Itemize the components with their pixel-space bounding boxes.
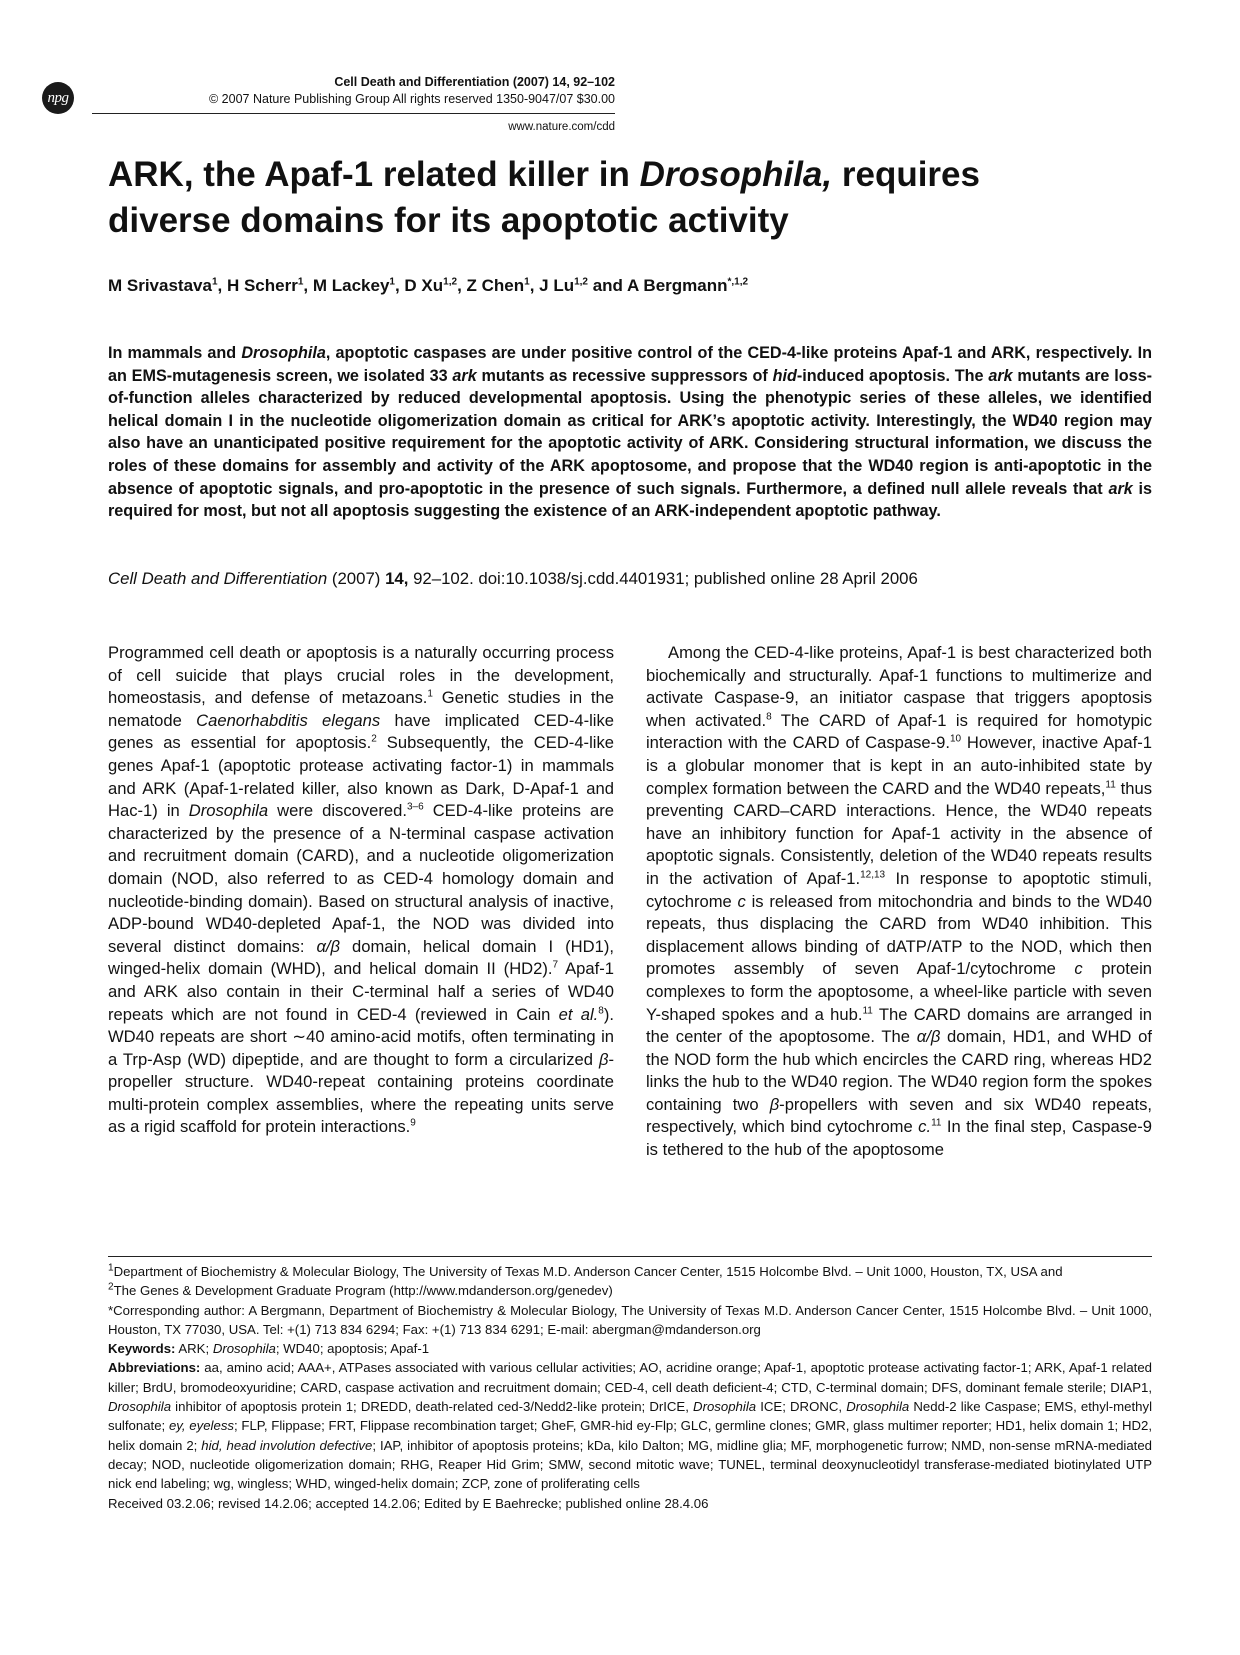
- abbreviations-italic: ey, eyeless: [168, 1418, 235, 1434]
- author-name: D Xu: [404, 276, 444, 295]
- author-separator: ,: [217, 276, 227, 295]
- title-part-1: ARK, the Apaf-1 related killer in: [108, 155, 640, 194]
- body-left-ref: 8: [598, 1004, 604, 1016]
- author-affiliation: 1: [211, 276, 218, 288]
- body-right-italic: α/β: [916, 1027, 941, 1047]
- keywords-label: Keywords:: [108, 1341, 176, 1357]
- body-column-left: [108, 642, 614, 1139]
- article-citation: [108, 569, 1152, 589]
- abbreviations: [108, 1358, 1152, 1493]
- body-right-ref: 11: [862, 1004, 873, 1016]
- body-left-text: Genetic studies in the nematode: [108, 688, 614, 730]
- body-right-italic: β: [769, 1094, 780, 1114]
- abbreviations-italic: Drosophila: [693, 1399, 757, 1415]
- author-affiliation: 1: [389, 276, 395, 288]
- abstract-italic: ark: [1108, 479, 1133, 498]
- body-left-text: have implicated CED-4-like genes as essential for apoptosis.: [108, 710, 615, 753]
- journal-url-link[interactable]: www.nature.com/cdd: [508, 121, 615, 133]
- abstract-italic: ark: [452, 366, 477, 385]
- body-right-text: is released from mitochondria and binds to the WD40 repeats, thus displacing the CARD from WD40 inhibition. This displacement allows binding of dATP/ATP to the NOD, which then promotes assembly of seven Apaf-1/cytochrome: [646, 891, 1153, 979]
- header-divider: [92, 113, 615, 114]
- author-affiliation: 1: [524, 276, 530, 288]
- abstract-italic: Drosophila: [241, 344, 326, 362]
- body-left-text: ). WD40 repeats are short ∼40 amino-acid motifs, often terminating in a Trp-Asp (WD) dipeptide, and are thought to form a circularized: [108, 1004, 614, 1069]
- keywords: [108, 1339, 1152, 1358]
- body-right-ref: 12,13: [860, 869, 886, 881]
- body-left-text: Subsequently, the CED-4-like genes Apaf-1 (apoptotic protease activating factor-1) in mammals and ARK (Apaf-1-related killer, also known as Dark, D-Apaf-1 and Hac-1) in: [108, 733, 614, 821]
- body-left-italic: Caenorhabditis elegans: [196, 710, 381, 730]
- right-paragraph: [646, 642, 1152, 1162]
- body-left-text: Programmed cell death or apoptosis is a naturally occurring process of cell suicide that plays crucial roles in the development, homeostasis, and defense of metazoans.: [108, 643, 614, 708]
- body-left-ref: 7: [552, 959, 559, 971]
- abstract-italic: ark: [988, 366, 1013, 385]
- body-right-italic: c: [1074, 959, 1083, 979]
- abbreviations-label: Abbreviations:: [108, 1360, 201, 1376]
- abbreviations-text: Nedd-2 like Caspase; EMS, ethyl-methyl sulfonate;: [108, 1399, 1153, 1434]
- body-left-italic: et al.: [558, 1004, 599, 1024]
- body-right-text: thus preventing CARD–CARD interactions. Hence, the WD40 repeats have an inhibitory function for Apaf-1 activity in the absence of apoptotic signals. Consistently, deletion of the WD40 repeats results in the activation of Apaf-1.: [646, 778, 1152, 888]
- abstract-text: , apoptotic caspases are under positive control of the CED-4-like proteins Apaf-1 and ARK, respectively. In an EMS-mutagenesis screen, we isolated 33: [108, 344, 1153, 385]
- affiliation-2: [108, 1281, 1152, 1300]
- abstract-text: In mammals and: [108, 344, 242, 362]
- abbreviations-italic: Drosophila: [108, 1399, 172, 1415]
- body-left-ref: 2: [371, 733, 377, 745]
- citation-year: (2007): [327, 569, 386, 588]
- abstract: [108, 342, 1152, 523]
- footnote-divider: [108, 1256, 1152, 1257]
- author-affiliation: *,1,2: [727, 276, 749, 288]
- keywords-italic: Drosophila: [212, 1341, 276, 1357]
- npg-logo: npg: [42, 82, 74, 114]
- body-right-ref: 10: [949, 733, 962, 745]
- affiliation-2-text: The Genes & Development Graduate Program (http://www.mdanderson.org/genedev): [113, 1283, 613, 1299]
- keywords-text: ARK;: [175, 1341, 213, 1357]
- affiliation-1-number: 1: [108, 1262, 114, 1274]
- body-right-text: -propellers with seven and six WD40 repeats, respectively, which bind cytochrome: [646, 1094, 1152, 1137]
- author-affiliation: 1,2: [443, 276, 458, 288]
- body-left-italic: α/β: [316, 936, 341, 956]
- keywords-text: [175, 1341, 429, 1356]
- body-left-text: CED-4-like proteins are characterized by the presence of a N-terminal caspase activation and recruitment domain (CARD), and a nucleotide oligomerization domain (NOD, also referred to as CED-4 homology domain and nucleotide-binding domain). Based on structural analysis of inactive, ADP-bound WD40-depleted Apaf-1, the NOD was divided into several distinct domains:: [108, 801, 614, 956]
- author-name: A Bergmann: [627, 276, 728, 295]
- body-right-text: Among the CED-4-like proteins, Apaf-1 is best characterized both biochemically and structurally. Apaf-1 functions to multimerize and activate Caspase-9, an initiator caspase that triggers apoptosis when activated.: [646, 643, 1152, 730]
- author-separator: ,: [394, 276, 405, 295]
- abstract-text: mutants are loss-of-function alleles characterized by reduced developmental apoptosis. Using the phenotypic series of these alleles, we identified helical domain I in the nucleotide oligomerization domain as critical for ARK’s apoptotic activity. Interestingly, the WD40 region may also have an unanticipated positive requirement for the apoptotic activity of ARK. Considering structural information, we discuss the roles of these domains for assembly and activity of the ARK apoptosome, and propose that the WD40 region is anti-apoptotic in the absence of apoptotic signals, and pro-apoptotic in the presence of such signals. Furthermore, a defined null allele reveals that: [108, 366, 1152, 498]
- author-name: H Scherr: [226, 276, 298, 295]
- author-separator: ,: [303, 276, 313, 295]
- author-name: M Srivastava: [108, 276, 212, 295]
- journal-header: [150, 74, 615, 108]
- body-left-text: were discovered.: [268, 801, 407, 821]
- body-right-ref: 11: [1105, 779, 1116, 791]
- author-name: J Lu: [539, 276, 575, 295]
- body-left-text: -propeller structure. WD40-repeat containing proteins coordinate multi-protein complex assemblies, where the repeating units serve as a rigid scaffold for protein interactions.: [108, 1049, 614, 1137]
- body-left-text: Apaf-1 and ARK also contain in their C-terminal half a series of WD40 repeats which are not found in CED-4 (reviewed in Cain: [108, 959, 614, 1024]
- article-title: [108, 152, 1108, 244]
- abbreviations-italic: Drosophila: [846, 1399, 910, 1415]
- body-right-text: The CARD of Apaf-1 is required for homotypic interaction with the CARD of Caspase-9.: [646, 710, 1152, 753]
- body-right-italic: c.: [918, 1117, 932, 1137]
- body-right-ref: 8: [766, 711, 772, 723]
- affiliation-2-number: 2: [108, 1281, 114, 1293]
- body-right-text: In response to apoptotic stimuli, cytochrome: [646, 868, 1153, 911]
- abbreviations-text: [108, 1360, 1152, 1491]
- author-separator: and: [588, 276, 628, 295]
- received-dates: Received 03.2.06; revised 14.2.06; accepted 14.2.06; Edited by E Baehrecke; published online 28.4.06: [108, 1495, 709, 1511]
- citation-journal: Cell Death and Differentiation: [108, 569, 328, 588]
- journal-citation-line: Cell Death and Differentiation (2007) 14, 92–102: [334, 75, 615, 89]
- abbreviations-text: ; IAP, inhibitor of apoptosis proteins; kDa, kilo Dalton; MG, midline glia; MF, morphogenetic furrow; NMD, non-sense mRNA-mediated decay; NOD, nucleotide oligomerization domain; RHG, Reaper Hid Grim; SMW, second mitotic wave; TUNEL, terminal deoxynucleotidyl transferase-mediated biotinylated UTP nick end labeling; wg, wingless; WHD, winged-helix domain; ZCP, zone of proliferating cells: [108, 1437, 1153, 1492]
- body-right-text: domain, HD1, and WHD of the NOD form the hub which encircles the CARD ring, whereas HD2 links the hub to the WD40 region. The WD40 region form the spokes containing two: [646, 1027, 1152, 1114]
- author-list: [108, 276, 1148, 296]
- abstract-italic: hid: [772, 366, 797, 385]
- body-left-italic: β: [598, 1049, 609, 1069]
- body-right-text: In the final step, Caspase-9 is tethered to the hub of the apoptosome: [646, 1117, 1152, 1160]
- title-part-2: requires diverse domains for its apoptotic activity: [108, 155, 980, 240]
- body-right-text: protein complexes to form the apoptosome, a wheel-like particle with seven Y-shaped spokes and a hub.: [646, 959, 1152, 1024]
- author-affiliation: 1,2: [574, 276, 588, 288]
- abstract-text: mutants as recessive suppressors of: [476, 366, 773, 385]
- body-right-italic: c: [737, 891, 746, 911]
- body-left-ref: 9: [410, 1117, 416, 1129]
- copyright-line: © 2007 Nature Publishing Group All rights reserved 1350-9047/07 $30.00: [209, 92, 615, 106]
- citation-rest: 92–102. doi:10.1038/sj.cdd.4401931; published online 28 April 2006: [408, 569, 918, 588]
- abbreviations-text: inhibitor of apoptosis protein 1; DREDD, death-related ced-3/Nedd2-like protein; DrICE,: [171, 1399, 694, 1415]
- author-affiliation: 1: [297, 276, 304, 288]
- body-left-ref: 3–6: [406, 801, 424, 813]
- corresponding-author: *Corresponding author: A Bergmann, Department of Biochemistry & Molecular Biology, The University of Texas M.D. Anderson Cancer Center, 1515 Holcombe Blvd. – Unit 1000, Houston, TX 77030, USA. Tel: +(1) 713 834 6294; Fax: +(1) 713 834 6291; E-mail: abergman@mdanderson.org: [108, 1302, 1152, 1337]
- affiliation-1: [108, 1262, 1152, 1281]
- body-right-text: The CARD domains are arranged in the center of the apoptosome. The: [646, 1004, 1152, 1047]
- body-right-ref: 11: [931, 1117, 942, 1129]
- abbreviations-text: ; FLP, Flippase; FRT, Flippase recombination target; GheF, GMR-hid ey-Flp; GLC, germline clones; GMR, glass multimer reporter; HD1, helix domain 1; HD2, helix domain 2;: [108, 1418, 1152, 1453]
- citation-volume: 14,: [385, 569, 409, 588]
- abstract-text: -induced apoptosis. The: [796, 366, 989, 385]
- body-left-ref: 1: [427, 688, 433, 700]
- author-name: M Lackey: [312, 276, 390, 295]
- author-name: Z Chen: [466, 276, 525, 295]
- keywords-text: ; WD40; apoptosis; Apaf-1: [275, 1341, 430, 1357]
- author-separator: ,: [457, 276, 467, 295]
- title-italic: Drosophila,: [639, 155, 833, 194]
- body-left-text: domain, helical domain I (HD1), winged-helix domain (WHD), and helical domain II (HD2).: [108, 936, 614, 979]
- body-left-italic: Drosophila: [188, 801, 269, 821]
- affiliation-1-text: Department of Biochemistry & Molecular Biology, The University of Texas M.D. Anderson Cancer Center, 1515 Holcombe Blvd. – Unit 1000, Houston, TX, USA and: [113, 1264, 1063, 1279]
- body-column-right: [646, 642, 1152, 1162]
- abstract-text: is required for most, but not all apoptosis suggesting the existence of an ARK-independent apoptotic pathway.: [108, 479, 1153, 521]
- author-separator: ,: [529, 276, 540, 295]
- abbreviations-italic: hid, head involution defective: [201, 1437, 373, 1453]
- body-right-text: However, inactive Apaf-1 is a globular monomer that is kept in an auto-inhibited state by complex formation between the CARD and the WD40 repeats,: [646, 733, 1152, 798]
- abbreviations-text: aa, amino acid; AAA+, ATPases associated with various cellular activities; AO, acridine orange; Apaf-1, apoptotic protease activating factor-1; ARK, Apaf-1 related killer; BrdU, bromodeoxyuridine; CARD, caspase activation and recruitment domain; CED-4, cell death deficient-4; CTD, C-terminal domain; DFS, dominant female sterile; DIAP1,: [108, 1360, 1152, 1395]
- abbreviations-text: ICE; DRONC,: [756, 1399, 847, 1415]
- footnotes: [108, 1262, 1152, 1513]
